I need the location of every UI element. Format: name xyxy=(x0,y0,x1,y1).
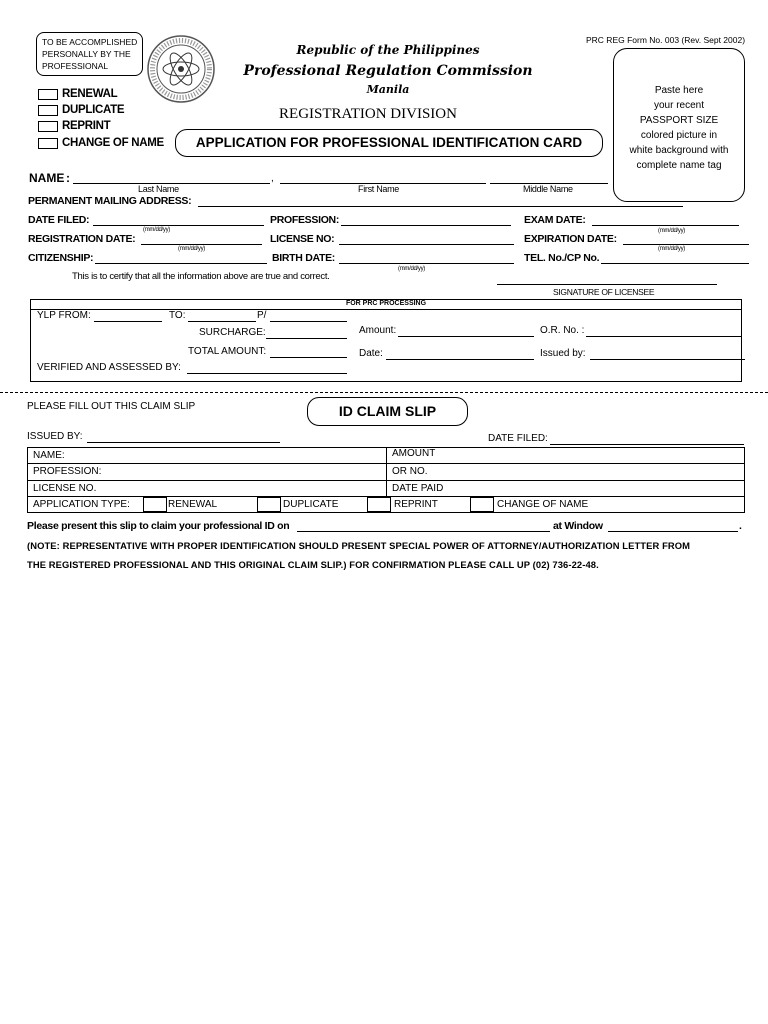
slip-renewal-label: RENEWAL xyxy=(168,499,218,510)
surcharge-field[interactable] xyxy=(266,338,347,339)
date-label: Date: xyxy=(359,348,383,359)
duplicate-label: DUPLICATE xyxy=(62,104,125,116)
date-field[interactable] xyxy=(386,359,534,360)
total-amount-field[interactable] xyxy=(270,357,347,358)
instruction-box xyxy=(36,32,143,76)
reprint-label: REPRINT xyxy=(62,120,111,132)
renewal-checkbox[interactable] xyxy=(38,89,58,100)
note-line-1: (NOTE: REPRESENTATIVE WITH PROPER IDENTIFICATION SHOULD PRESENT SPECIAL POWER OF ATTORNEY/AUTHORIZATION LETTER FROM xyxy=(27,540,691,551)
profession-field[interactable] xyxy=(341,225,511,226)
slip-date-filed-field[interactable] xyxy=(550,444,744,445)
form-number: PRC REG Form No. 003 (Rev. Sept 2002) xyxy=(586,35,746,45)
window-field[interactable] xyxy=(608,531,738,532)
amount-field[interactable] xyxy=(398,336,534,337)
exam-date-label: EXAM DATE: xyxy=(524,214,586,226)
slip-duplicate-label: DUPLICATE xyxy=(283,499,339,510)
mailing-address-label: PERMANENT MAILING ADDRESS: xyxy=(28,195,192,207)
photo-line-3: PASSPORT SIZE xyxy=(639,115,719,126)
present-slip-text: Please present this slip to claim your professional ID on xyxy=(27,520,290,532)
license-no-label: LICENSE NO: xyxy=(270,233,335,245)
ylp-p-label: P/ xyxy=(257,310,267,321)
date-filed-label: DATE FILED: xyxy=(28,214,90,226)
or-no-label: O.R. No. : xyxy=(540,325,585,336)
name-label: NAME xyxy=(29,171,65,185)
signature-caption: SIGNATURE OF LICENSEE xyxy=(553,287,655,297)
note-line-2: THE REGISTERED PROFESSIONAL AND THIS ORIGINAL CLAIM SLIP.) FOR CONFIRMATION PLEASE CALL UP (02) 736-22-48. xyxy=(27,559,599,570)
license-no-field[interactable] xyxy=(339,244,514,245)
prc-processing-title: FOR PRC PROCESSING xyxy=(345,300,427,307)
slip-change-of-name-label: CHANGE OF NAME xyxy=(497,499,589,510)
birth-date-label: BIRTH DATE: xyxy=(272,252,335,264)
last-name-caption: Last Name xyxy=(138,184,179,194)
issued-by-label: Issued by: xyxy=(540,348,586,359)
city-heading: Manila xyxy=(366,83,410,96)
republic-heading: Republic of the Philippines xyxy=(296,43,480,57)
exam-date-hint: (mm/dd/yy) xyxy=(658,228,686,234)
expiration-date-hint: (mm/dd/yy) xyxy=(658,246,686,252)
commission-heading: Professional Regulation Commission xyxy=(243,63,533,79)
claim-date-field[interactable] xyxy=(297,531,550,532)
photo-line-1: Paste here xyxy=(654,85,704,96)
expiration-date-label: EXPIRATION DATE: xyxy=(524,233,617,245)
total-amount-label: TOTAL AMOUNT: xyxy=(188,346,267,357)
slip-date-filed-label: DATE FILED: xyxy=(488,433,548,444)
slip-reprint-label: REPRINT xyxy=(394,499,438,510)
form-title: APPLICATION FOR PROFESSIONAL IDENTIFICATION CARD xyxy=(195,135,583,150)
birth-date-hint: (mm/dd/yy) xyxy=(398,266,426,272)
slip-name-label[interactable]: NAME: xyxy=(33,450,65,461)
change-of-name-checkbox[interactable] xyxy=(38,138,58,149)
duplicate-checkbox[interactable] xyxy=(38,105,58,116)
division-heading: REGISTRATION DIVISION xyxy=(279,106,457,122)
photo-box xyxy=(613,48,745,202)
fill-out-instruction: PLEASE FILL OUT THIS CLAIM SLIP xyxy=(27,401,196,412)
renewal-label: RENEWAL xyxy=(62,88,118,100)
slip-or-no-label[interactable]: OR NO. xyxy=(392,466,428,477)
registration-date-hint: (mm/dd/yy) xyxy=(178,246,206,252)
ylp-to-label: TO: xyxy=(169,310,186,321)
ylp-to-field[interactable] xyxy=(188,321,256,322)
slip-renewal-checkbox[interactable] xyxy=(143,497,167,512)
slip-duplicate-checkbox[interactable] xyxy=(257,497,281,512)
slip-profession-label[interactable]: PROFESSION: xyxy=(33,466,102,477)
photo-line-6: complete name tag xyxy=(636,160,722,171)
slip-license-no-label[interactable]: LICENSE NO. xyxy=(33,483,97,494)
name-comma: , xyxy=(271,173,274,184)
slip-issued-by-field[interactable] xyxy=(87,442,280,443)
prc-seal-logo xyxy=(146,34,216,104)
photo-line-2: your recent xyxy=(653,100,705,111)
instruction-line-2: PERSONALLY BY THE xyxy=(42,49,131,59)
slip-amount-label[interactable]: AMOUNT xyxy=(392,448,436,459)
tel-no-label: TEL. No./CP No. xyxy=(524,252,600,264)
slip-reprint-checkbox[interactable] xyxy=(367,497,391,512)
slip-application-type-label: APPLICATION TYPE: xyxy=(33,499,130,510)
registration-date-field[interactable] xyxy=(141,244,262,245)
instruction-line-1: TO BE ACCOMPLISHED xyxy=(42,37,138,47)
signature-field[interactable] xyxy=(497,284,717,285)
ylp-from-field[interactable] xyxy=(94,321,162,322)
instruction-line-3: PROFESSIONAL xyxy=(42,61,109,71)
tel-no-field[interactable] xyxy=(601,263,749,264)
cut-line xyxy=(0,392,768,393)
surcharge-label: SURCHARGE: xyxy=(199,327,266,338)
amount-label: Amount: xyxy=(359,325,397,336)
at-window-text: at Window xyxy=(553,520,603,532)
citizenship-label: CITIZENSHIP: xyxy=(28,252,94,264)
change-of-name-label: CHANGE OF NAME xyxy=(62,137,164,149)
verified-label: VERIFIED AND ASSESSED BY: xyxy=(37,362,181,373)
slip-issued-by-label: ISSUED BY: xyxy=(27,431,83,442)
window-period: . xyxy=(739,520,742,532)
ylp-from-label: YLP FROM: xyxy=(37,310,91,321)
claim-slip-title: ID CLAIM SLIP xyxy=(338,403,437,419)
verified-field[interactable] xyxy=(187,373,347,374)
profession-label: PROFESSION: xyxy=(270,214,340,226)
issued-by-field[interactable] xyxy=(590,359,745,360)
prc-processing-divider xyxy=(30,309,742,310)
registration-date-label: REGISTRATION DATE: xyxy=(28,233,136,245)
first-name-caption: First Name xyxy=(358,184,400,194)
date-filed-field[interactable] xyxy=(93,225,264,226)
slip-change-of-name-checkbox[interactable] xyxy=(470,497,494,512)
middle-name-caption: Middle Name xyxy=(523,184,573,194)
name-colon: : xyxy=(66,171,70,185)
birth-date-field[interactable] xyxy=(339,263,514,264)
exam-date-field[interactable] xyxy=(592,225,739,226)
citizenship-field[interactable] xyxy=(95,263,267,264)
expiration-date-field[interactable] xyxy=(623,244,749,245)
ylp-p-field[interactable] xyxy=(270,321,347,322)
photo-line-5: white background with xyxy=(629,145,729,156)
mailing-address-field[interactable] xyxy=(198,206,683,207)
or-no-field[interactable] xyxy=(586,336,741,337)
photo-line-4: colored picture in xyxy=(640,130,718,141)
reprint-checkbox[interactable] xyxy=(38,121,58,132)
slip-date-paid-label[interactable]: DATE PAID xyxy=(392,483,444,494)
certify-statement: This is to certify that all the information above are true and correct. xyxy=(72,271,330,282)
date-filed-hint: (mm/dd/yy) xyxy=(143,227,171,233)
